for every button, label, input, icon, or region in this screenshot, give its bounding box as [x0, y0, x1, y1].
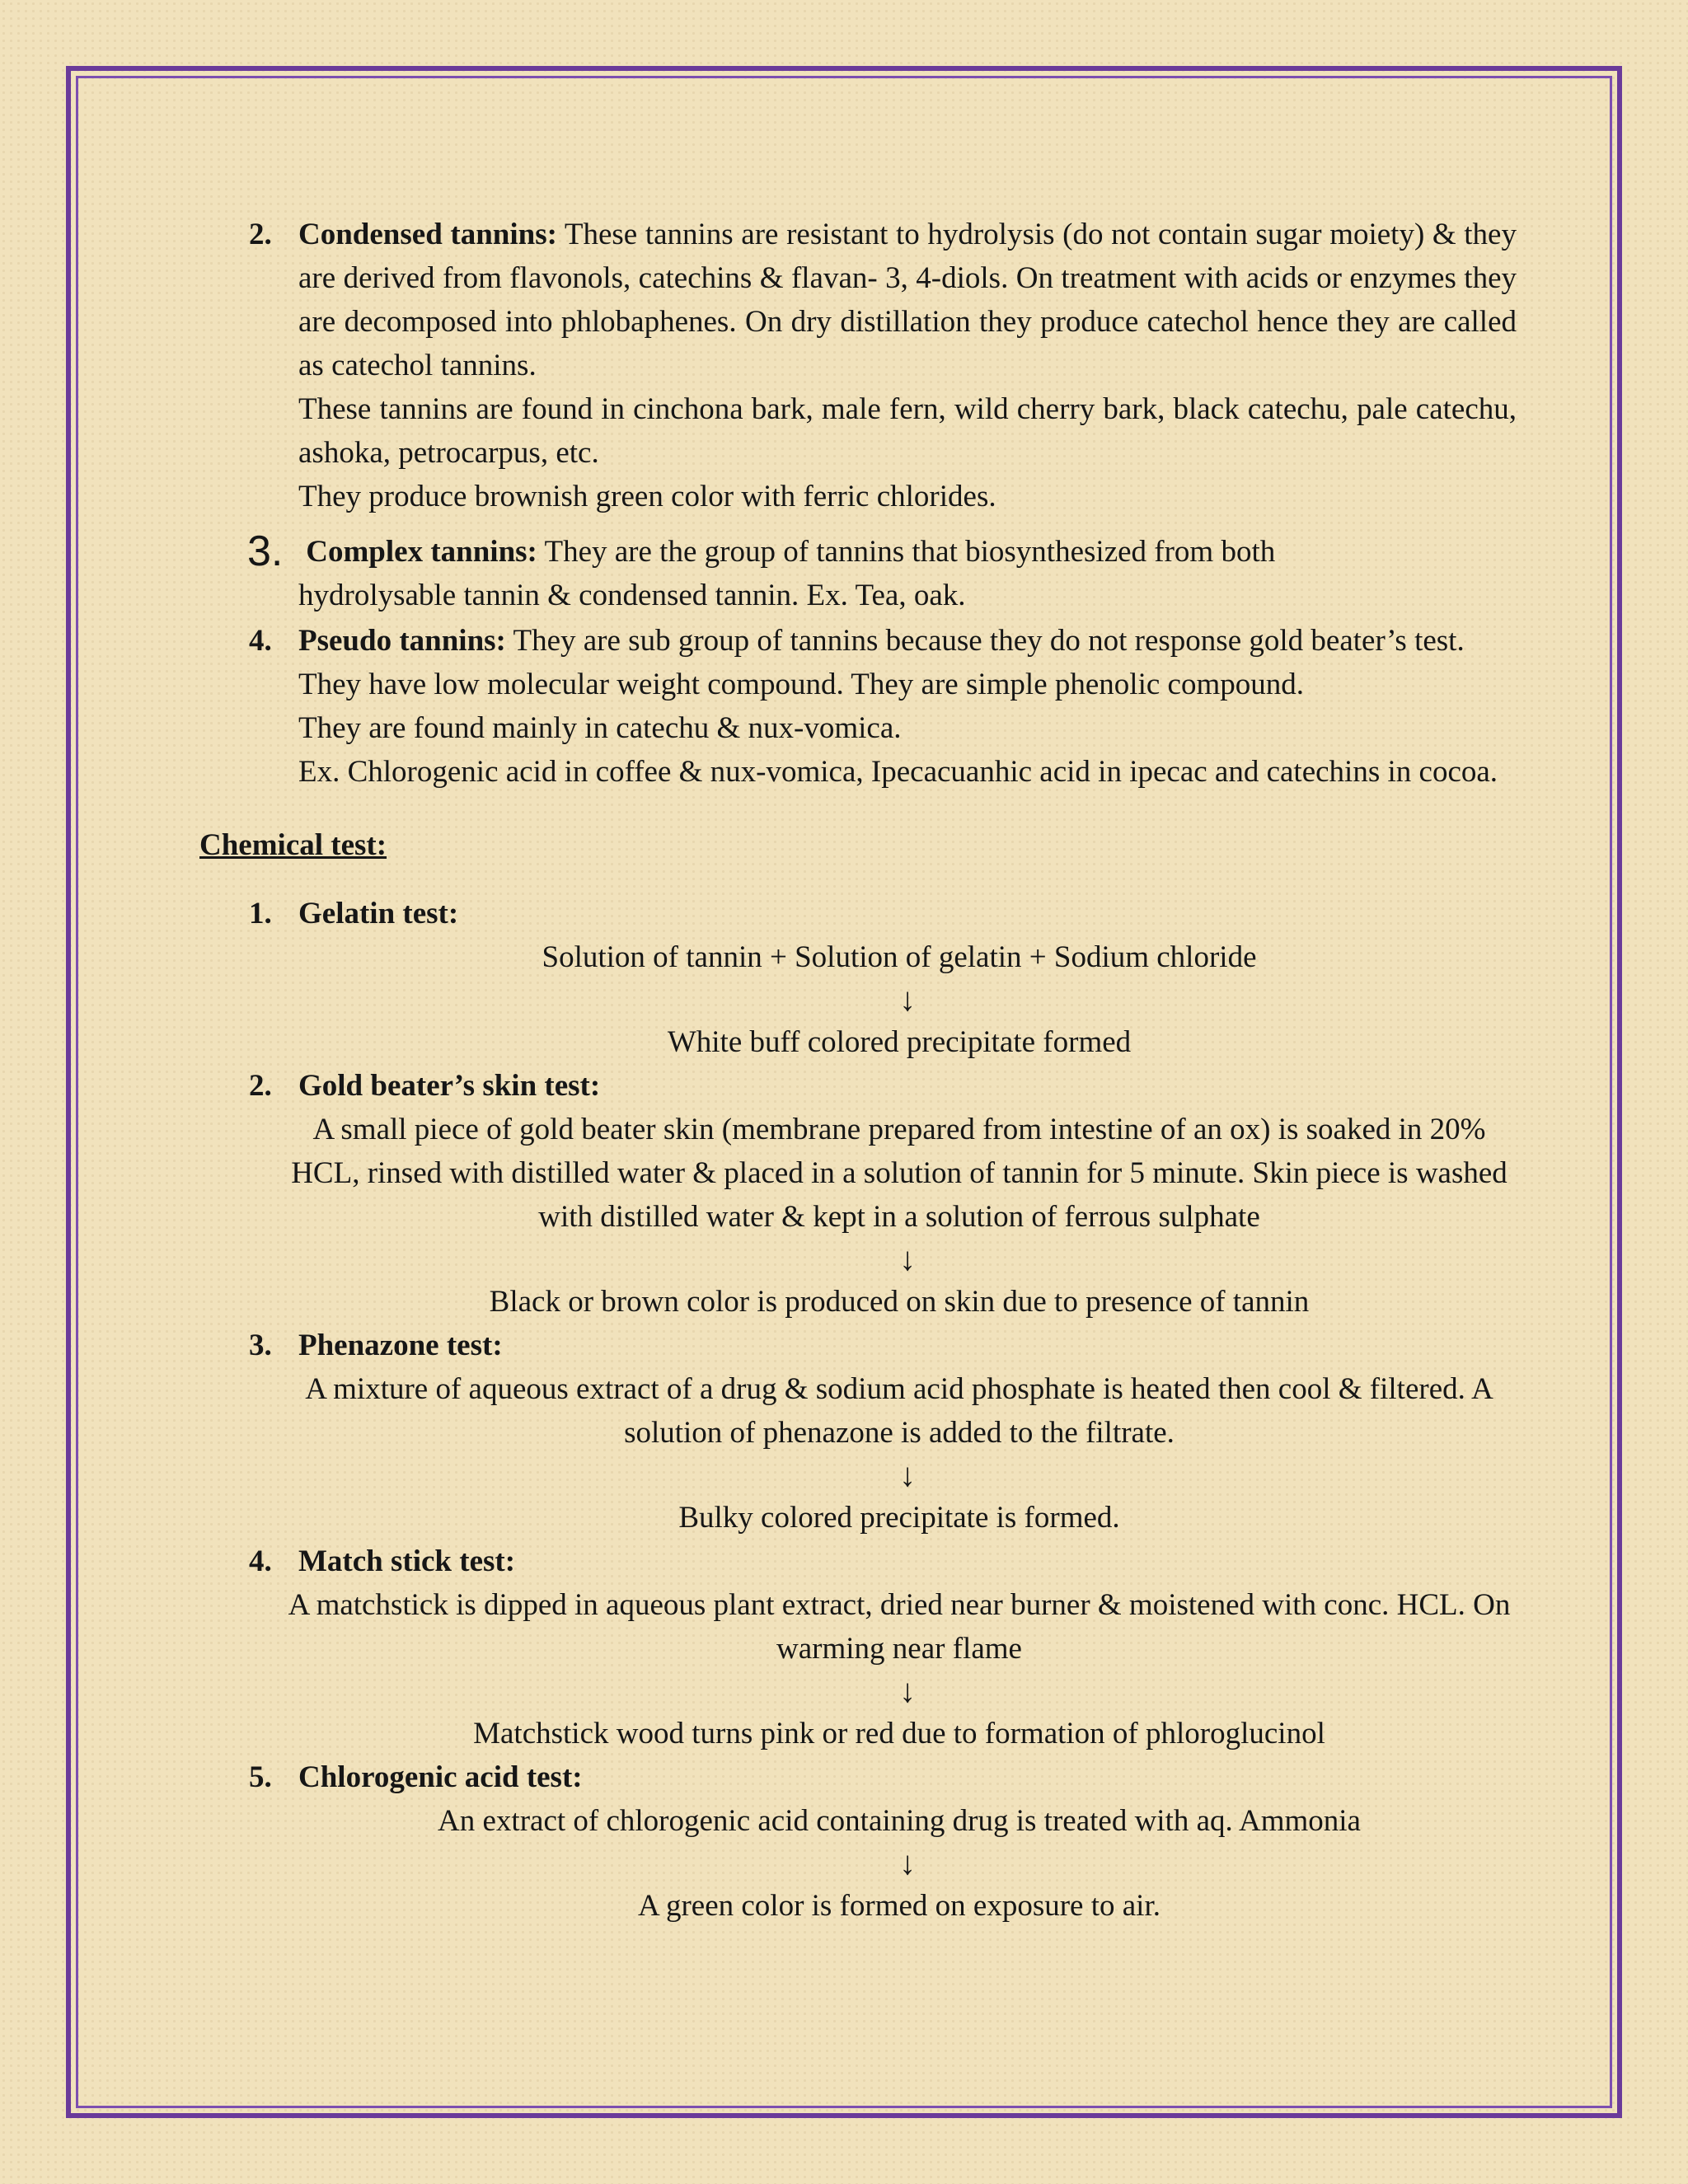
test-item-gold-beater	[198, 1064, 1517, 1324]
tannin-item-condensed	[198, 213, 1517, 518]
item-heading: Pseudo tannins:	[298, 624, 506, 658]
page-content	[198, 213, 1517, 1928]
item-heading: Complex tannins:	[306, 535, 537, 569]
test-item-chlorogenic-acid	[198, 1755, 1517, 1928]
test-heading: Gold beater’s skin test:	[298, 1069, 601, 1103]
test-procedure: A small piece of gold beater skin (membrane prepared from intestine of an ox) is soaked in 20% HCL, rinsed with distilled water & placed in a solution of tannin for 5 minute. Skin piece is washed with distilled water & kept in a solution of ferrous sulphate	[291, 1113, 1507, 1234]
test-procedure: Solution of tannin + Solution of gelatin + Sodium chloride	[542, 940, 1257, 974]
item-paragraph	[298, 619, 1517, 706]
test-procedure: An extract of chlorogenic acid containing drug is treated with aq. Ammonia	[438, 1804, 1361, 1838]
item-text: They are the group of tannins that biosynthesized from both	[544, 535, 1276, 569]
test-result: Black or brown color is produced on skin due to presence of tannin	[489, 1285, 1310, 1319]
test-number: 4.	[249, 1544, 272, 1578]
test-heading: Chlorogenic acid test:	[298, 1760, 583, 1794]
test-result: White buff colored precipitate formed	[667, 1025, 1132, 1059]
test-heading: Gelatin test:	[298, 897, 459, 930]
test-procedure: A mixture of aqueous extract of a drug & sodium acid phosphate is heated then cool & filtered. A solution of phenazone is added to the filtrate.	[305, 1372, 1493, 1450]
item-number: 4.	[249, 624, 272, 658]
test-number: 1.	[249, 897, 272, 930]
arrow-down-icon: ↓	[899, 1240, 916, 1277]
item-heading: Condensed tannins:	[298, 218, 557, 251]
item-paragraph: They are found mainly in catechu & nux-vomica.	[298, 711, 902, 745]
arrow-down-icon: ↓	[899, 1844, 916, 1882]
tannin-item-complex	[198, 525, 1517, 617]
test-item-match-stick	[198, 1540, 1517, 1755]
test-item-gelatin	[198, 892, 1517, 1064]
test-heading: Phenazone test:	[298, 1329, 503, 1362]
item-text: These tannins are resistant to hydrolysis (do not contain sugar moiety) & they are derived from flavonols, catechins & flavan- 3, 4-diols. On treatment with acids or enzymes they are decomposed into phlobaphenes. On dry distillation they produce catechol hence they are called as catechol tannins.	[298, 218, 1517, 382]
test-result: Matchstick wood turns pink or red due to formation of phloroglucinol	[473, 1717, 1325, 1750]
tannin-item-pseudo	[198, 619, 1517, 794]
item-text: They are sub group of tannins because they do not response gold beater’s test. They have low molecular weight compound. They are simple phenolic compound.	[298, 624, 1465, 701]
item-paragraph: Ex. Chlorogenic acid in coffee & nux-vomica, Ipecacuanhic acid in ipecac and catechins in cocoa.	[298, 755, 1498, 789]
item-number: 3.	[247, 527, 284, 575]
test-heading: Match stick test:	[298, 1544, 516, 1578]
section-heading-chemical-test: Chemical test:	[199, 828, 387, 862]
arrow-down-icon: ↓	[899, 1456, 916, 1493]
arrow-down-icon: ↓	[899, 981, 916, 1018]
item-number: 2.	[249, 218, 272, 251]
item-paragraph	[298, 213, 1517, 387]
test-item-phenazone	[198, 1324, 1517, 1540]
item-paragraph	[298, 525, 1517, 574]
test-number: 3.	[249, 1329, 272, 1362]
test-procedure: A matchstick is dipped in aqueous plant extract, dried near burner & moistened with conc. HCL. On warming near flame	[288, 1588, 1511, 1666]
test-result: Bulky colored precipitate is formed.	[678, 1501, 1120, 1535]
arrow-down-icon: ↓	[899, 1672, 916, 1709]
item-paragraph: These tannins are found in cinchona bark, male fern, wild cherry bark, black catechu, pale catechu, ashoka, petrocarpus, etc.	[298, 392, 1517, 470]
test-number: 5.	[249, 1760, 272, 1794]
item-paragraph: hydrolysable tannin & condensed tannin. Ex. Tea, oak.	[298, 579, 966, 612]
test-result: A green color is formed on exposure to air.	[638, 1889, 1160, 1923]
item-paragraph: They produce brownish green color with ferric chlorides.	[298, 480, 996, 513]
test-number: 2.	[249, 1069, 272, 1103]
